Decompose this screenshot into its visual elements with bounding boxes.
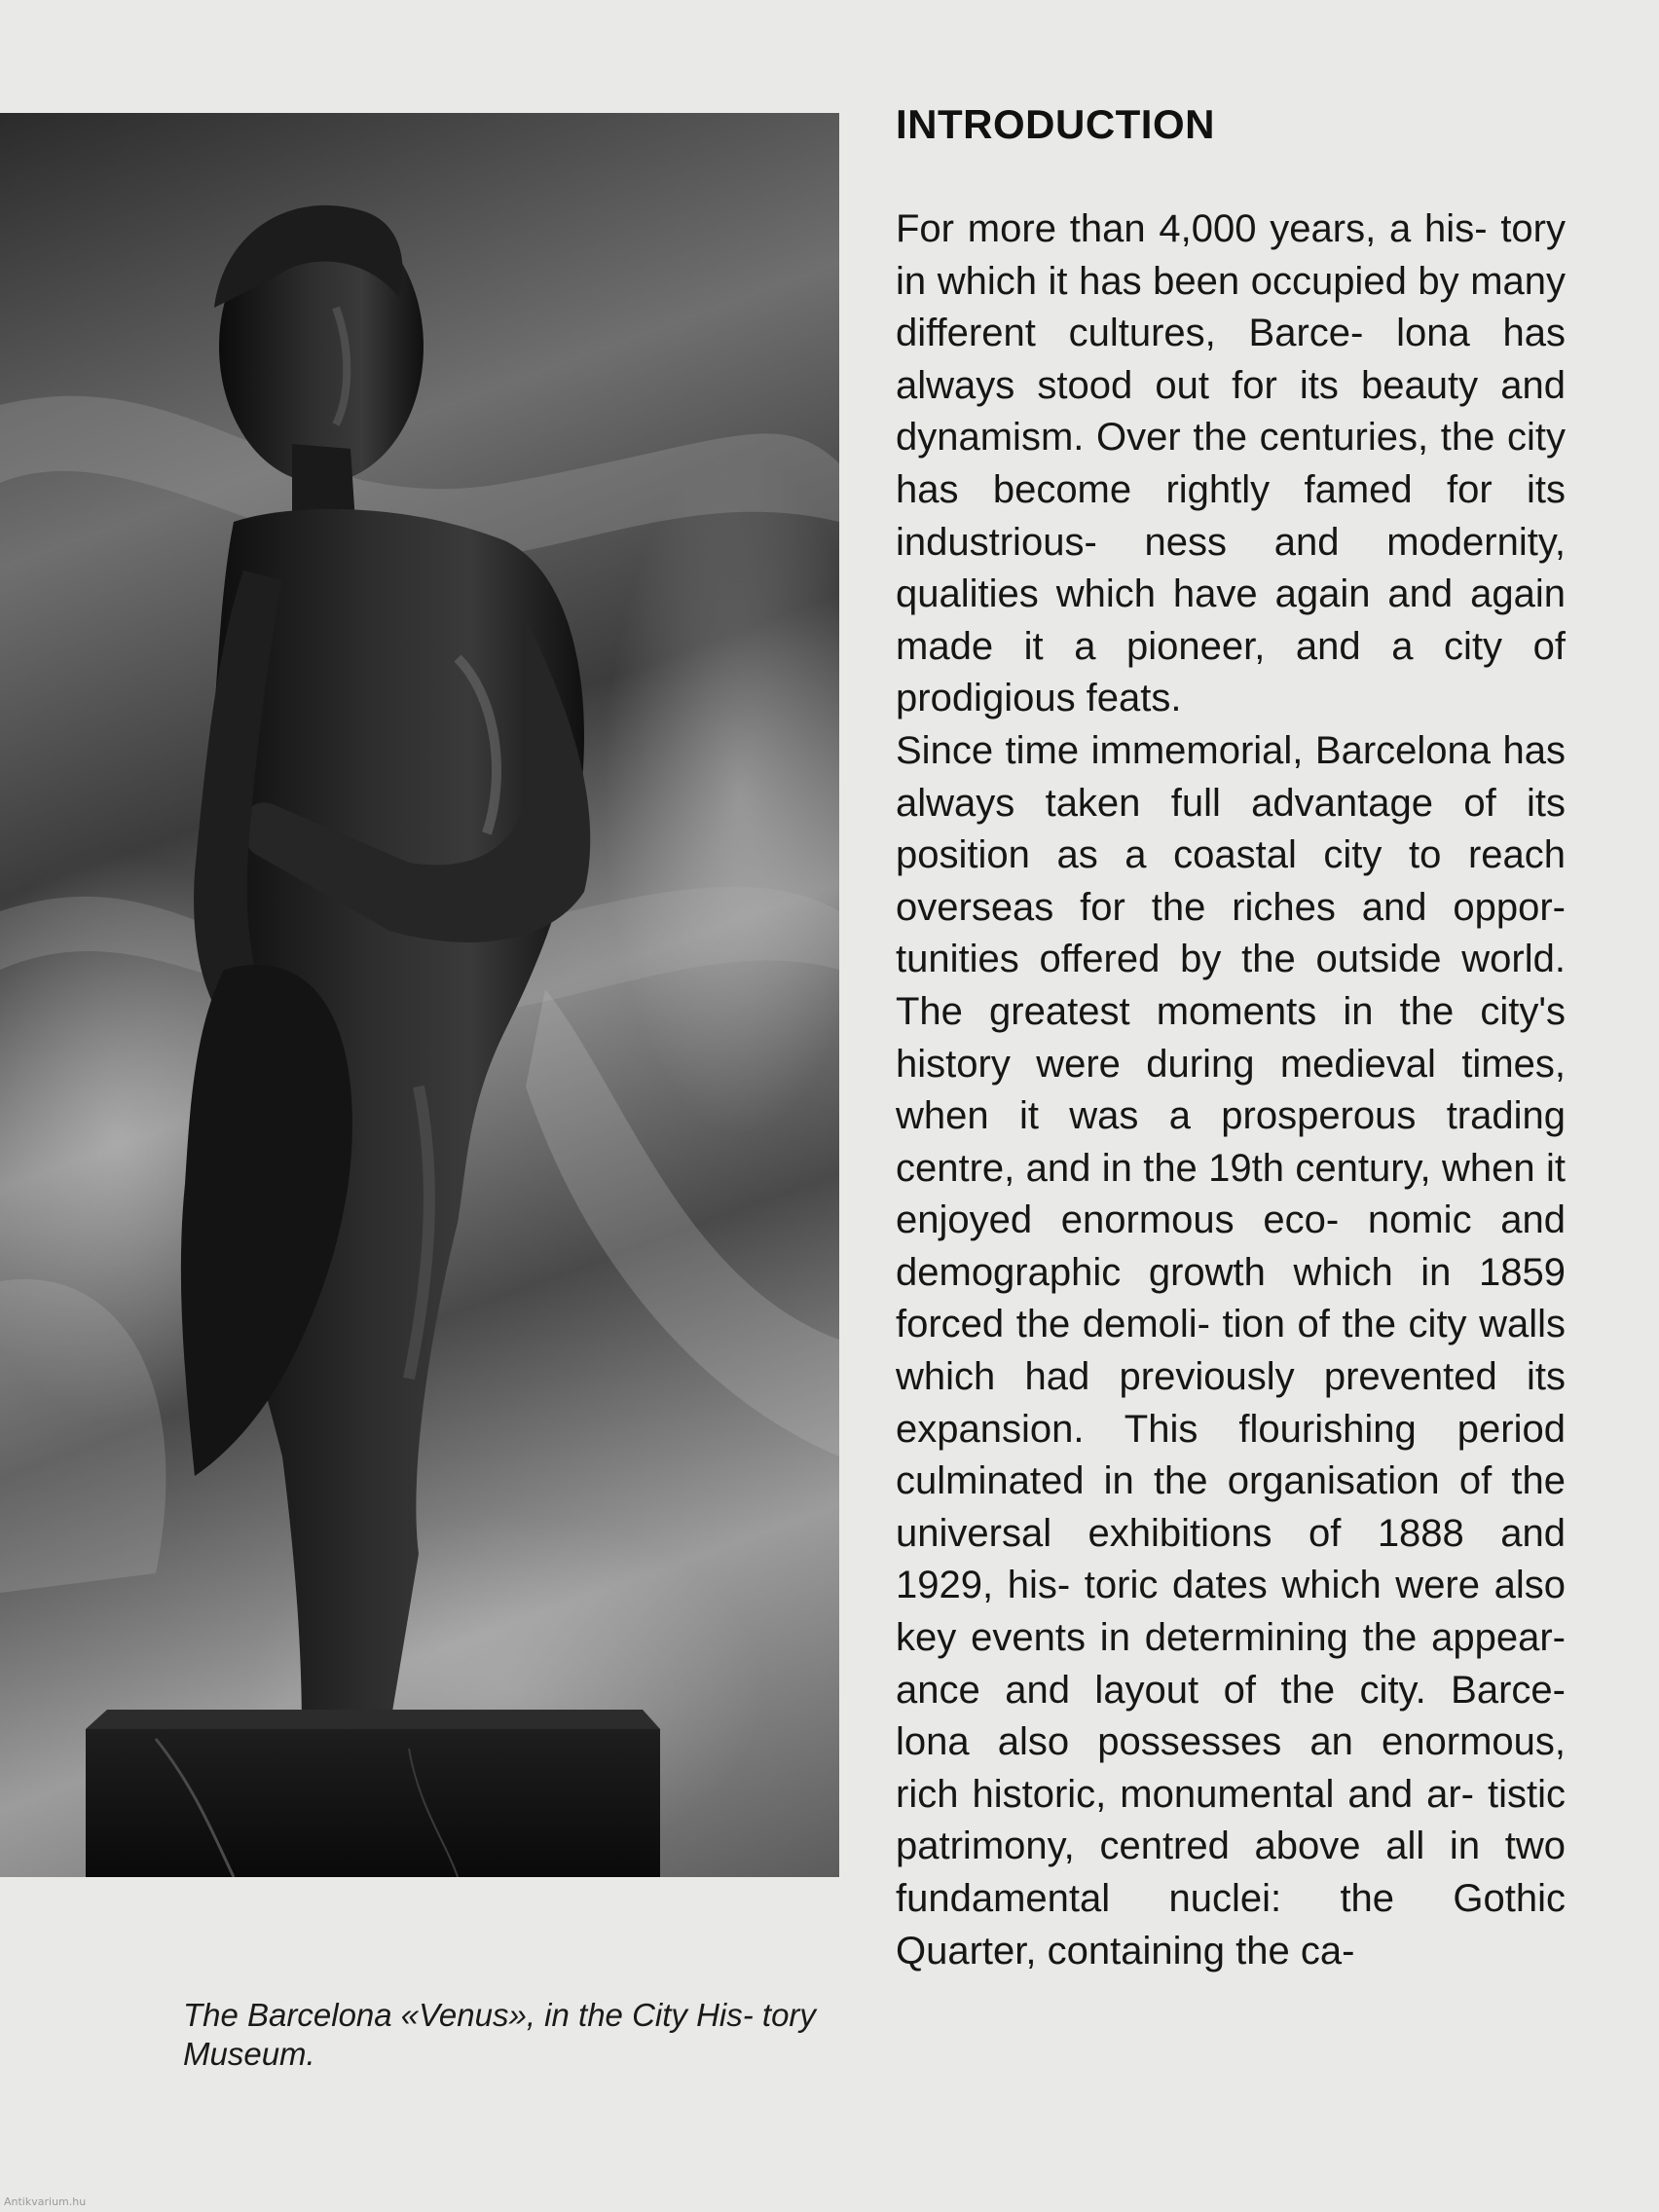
statue-figure (181, 205, 590, 1729)
photo-caption: The Barcelona «Venus», in the City His- tory Museum. (183, 1997, 816, 2072)
section-heading: INTRODUCTION (896, 101, 1215, 147)
article-body (896, 203, 1566, 1977)
venus-statue-image (0, 113, 839, 1877)
statue-base (86, 1710, 660, 1877)
paragraph: For more than 4,000 years, a his- tory in which it has been occupied by many different cultures, Barce- lona has always stood out for its beauty and dynamism. Over the centuries, the city has become rightly famed for its industrious- ness and modernity, qualities which have again and again made it a pioneer, and a city of prodigious feats. (896, 207, 1566, 720)
paragraph: Since time immemorial, Barcelona has always taken full advantage of its position as a coastal city to reach overseas for the riches and oppor- tunities offered by the outside world. The greatest moments in the city's history were during medieval times, when it was a prosperous trading centre, and in the 19th century, when it enjoyed enormous eco- nomic and demographic growth which in 1859 forced the demoli- tion of the city walls which had previously prevented its expansion. This flourishing period culminated in the organisation of the universal exhibitions of 1888 and 1929, his- toric dates which were also key events in determining the appear- ance and layout of the city. Barce- lona also possesses an enormous, rich historic, monumental and ar- tistic patrimony, centred above all in two fundamental nuclei: the Gothic Quarter, containing the ca- (896, 728, 1566, 1972)
statue-photograph (0, 113, 839, 1877)
watermark: Antikvarium.hu (4, 2195, 87, 2208)
